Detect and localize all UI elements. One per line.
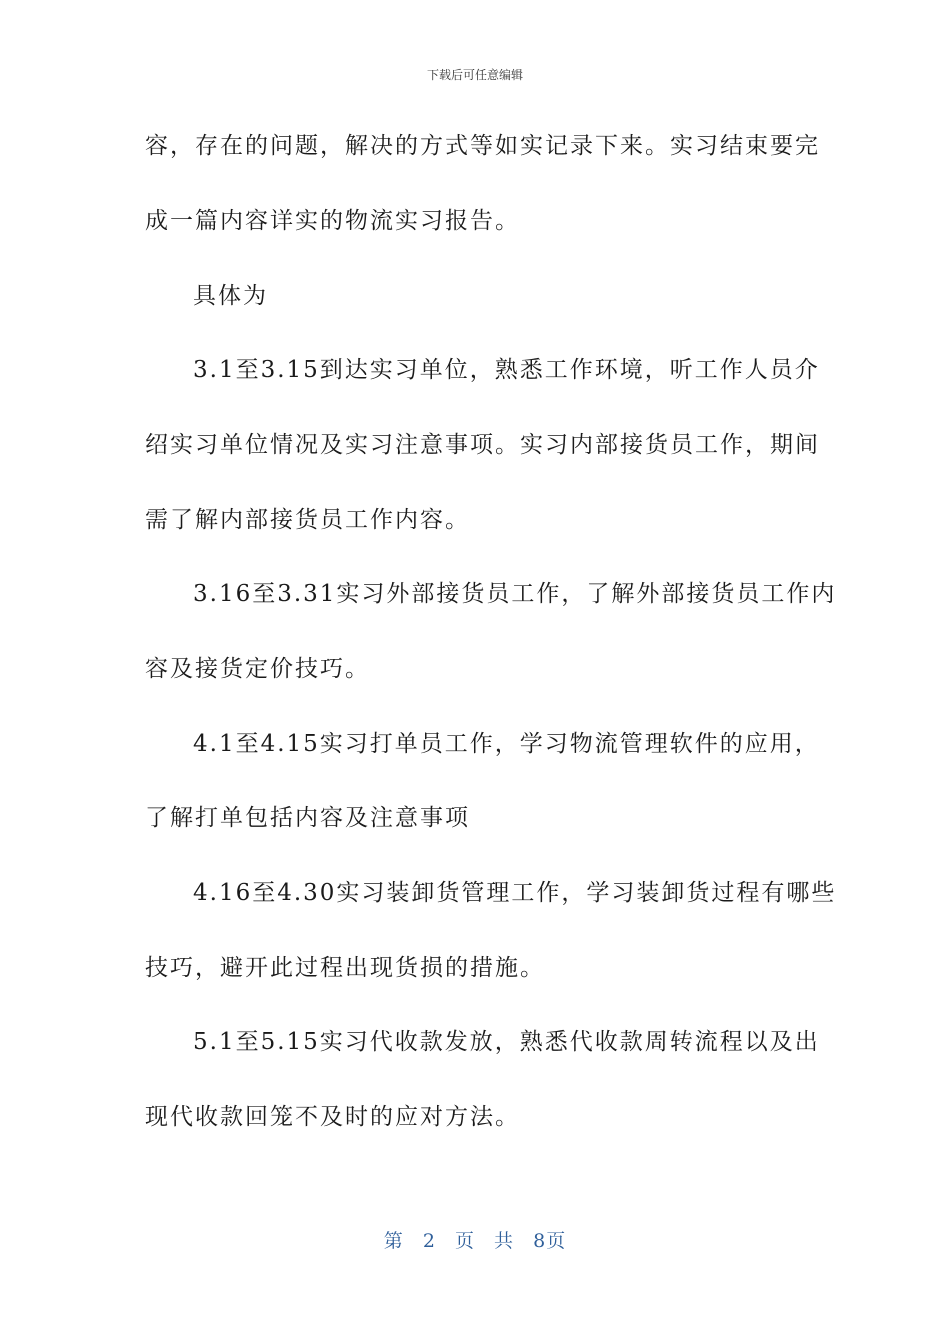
body-line: 现代收款回笼不及时的应对方法。 xyxy=(145,1104,520,1130)
body-line: 容及接货定价技巧。 xyxy=(145,656,370,682)
body-line: 5.1至5.15实习代收款发放，熟悉代收款周转流程以及出 xyxy=(193,1029,820,1055)
body-line: 3.1至3.15到达实习单位，熟悉工作环境，听工作人员介 xyxy=(193,357,820,383)
body-line: 3.16至3.31实习外部接货员工作，了解外部接货员工作内 xyxy=(193,581,837,607)
footer-word-di: 第 xyxy=(383,1230,404,1252)
body-line: 4.1至4.15实习打单员工作，学习物流管理软件的应用， xyxy=(193,731,820,757)
footer-total-pages: 8页 xyxy=(533,1230,567,1252)
page-header: 下载后可任意编辑 xyxy=(426,68,523,82)
body-line: 需了解内部接货员工作内容。 xyxy=(145,507,470,533)
body-line: 绍实习单位情况及实习注意事项。实习内部接货员工作，期间 xyxy=(145,432,820,458)
page-footer xyxy=(0,1226,950,1253)
footer-word-ye: 页 xyxy=(454,1230,475,1252)
body-line: 具体为 xyxy=(193,283,268,309)
body-line: 容，存在的问题，解决的方式等如实记录下来。实习结束要完 xyxy=(145,133,820,159)
footer-current-page: 2 xyxy=(422,1230,436,1252)
footer-word-gong: 共 xyxy=(494,1230,515,1252)
body-line: 技巧，避开此过程出现货损的措施。 xyxy=(145,955,545,981)
body-line: 4.16至4.30实习装卸货管理工作，学习装卸货过程有哪些 xyxy=(193,880,837,906)
body-line: 了解打单包括内容及注意事项 xyxy=(145,805,470,831)
body-line: 成一篇内容详实的物流实习报告。 xyxy=(145,208,520,234)
